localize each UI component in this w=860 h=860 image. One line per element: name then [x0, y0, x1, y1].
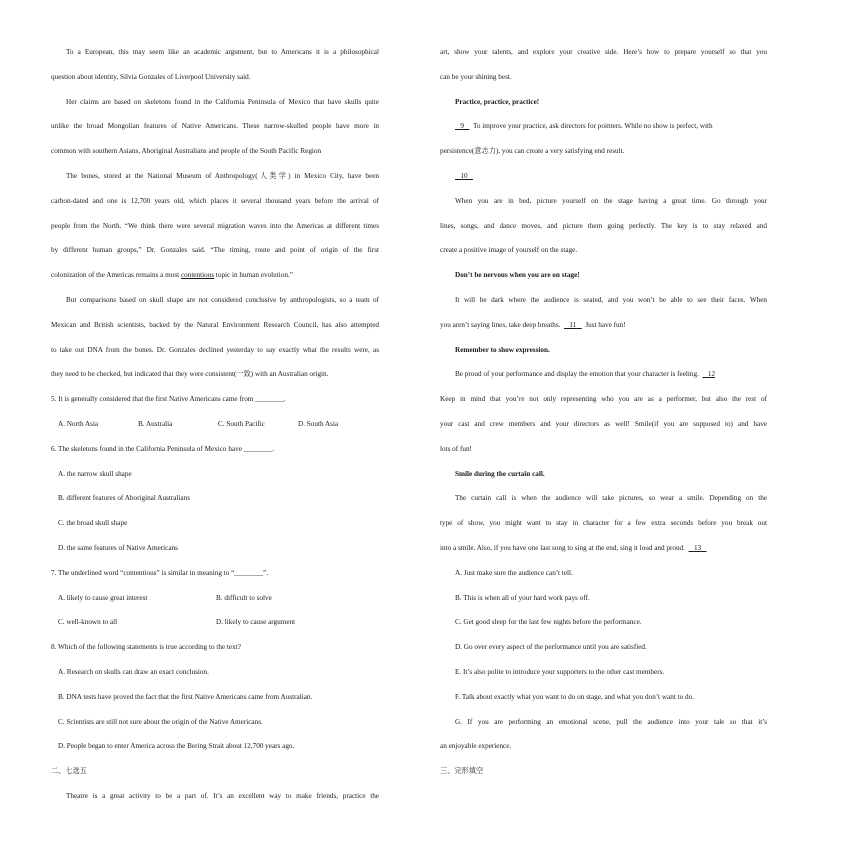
option-c: C. South Pacific	[218, 419, 265, 428]
blank-number: 12	[707, 370, 716, 379]
option-b: B. This is when all of your hard work pays off.	[455, 593, 590, 602]
option-a: A. Research on skulls can draw an exact conclusion.	[58, 667, 209, 676]
blank-number: 10	[460, 171, 468, 180]
option-a: A. the narrow skull shape	[58, 469, 132, 478]
passage-line: Her claims are based on skeletons found in the California Peninsula of Mexico that have skulls quite	[66, 97, 379, 106]
passage-line: persistence(意志力), you can create a very satisfying end result.	[440, 147, 625, 156]
option-d: D. likely to cause argument	[216, 618, 296, 627]
question-options	[51, 610, 379, 635]
option-d: D. the same features of Native Americans	[58, 543, 178, 552]
option-f: F. Talk about exactly what you want to do on stage, and what you don’t want to do.	[455, 692, 694, 701]
option-c: C. Get good sleep for the last few nights before the performance.	[455, 618, 642, 627]
underlined-word: contentious	[180, 271, 215, 280]
blank-number: 11	[569, 320, 577, 329]
passage-line: lots of fun!	[440, 444, 472, 453]
option-g: G. If you are performing an emotional scene, pull the audience into your tale so that it’s	[455, 717, 767, 726]
passage-line: When you are in bed, picture yourself on the stage having a great time. Go through your	[455, 196, 767, 205]
blank-13	[689, 544, 707, 552]
passage-line: to take out DNA from the bones. Dr. Gonzales declined yesterday to say exactly what the results were, as	[51, 345, 379, 354]
passage-line: they need to be checked, but indicated that they were consistent(一致) with an Australian origin.	[51, 370, 329, 379]
passage-line: Mexican and British scientists, backed by the Natural Environment Research Council, has also attempted	[51, 320, 379, 329]
option-a: A. North Asia	[58, 419, 99, 428]
passage-line	[440, 164, 767, 189]
text-run: colonization of the Americas remains a most	[51, 271, 181, 280]
section-title: 二、七选五	[51, 767, 87, 776]
passage-line	[440, 114, 767, 139]
passage-line: Theatre is a great activity to be a part of. It’s an excellent way to make friends, practice the	[66, 791, 379, 800]
passage-line: your cast and crew members and your directors as well! Smile(if you are supposed to) and have	[440, 419, 767, 428]
option-c: C. Scientists are still not sure about the origin of the Native Americans.	[58, 717, 263, 726]
option-b: B. difficult to solve	[216, 593, 272, 602]
question-stem: 6. The skeletons found in the California Peninsula of Mexico have ________.	[51, 444, 275, 453]
option-g-continued: an enjoyable experience.	[440, 742, 512, 751]
text-run: you aren’t saying lines, take deep breaths.	[440, 320, 561, 329]
blank-11	[564, 321, 582, 329]
option-c: C. the broad skull shape	[58, 519, 128, 528]
passage-line: But comparisons based on skull shape are not considered conclusive by anthropologists, so a team of	[66, 295, 379, 304]
blank-12	[703, 370, 716, 378]
text-run: To improve your practice, ask directors for pointers. While no show is perfect, with	[472, 122, 713, 131]
passage-line: question about identity, Silvia Gonzales of Liverpool University said.	[51, 72, 251, 81]
passage-line: It will be dark where the audience is seated, and you won’t be able to see their faces. When	[455, 295, 767, 304]
blank-10	[455, 172, 473, 180]
passage-line	[51, 263, 379, 288]
passage-line: The curtain call is when the audience will take pictures, so wear a smile. Depending on the	[455, 494, 767, 503]
right-column	[440, 40, 767, 784]
subheading: Smile during the curtain call.	[455, 469, 545, 478]
option-d: D. People began to enter America across the Bering Strait about 12,700 years ago.	[58, 742, 295, 751]
passage-line	[440, 313, 767, 338]
passage-line	[440, 362, 767, 387]
option-c: C. well-known to all	[58, 618, 118, 627]
passage-line: The bones, stored at the National Museum of Anthropology(人类学) in Mexico City, have been	[66, 171, 379, 180]
question-stem: 5. It is generally considered that the first Native Americans came from ________.	[51, 395, 286, 404]
passage-line: Keep in mind that you’re not only representing who you are as a performer, but also the rest of	[440, 395, 767, 404]
passage-line: create a positive image of yourself on the stage.	[440, 246, 578, 255]
section-title: 三、完形填空	[440, 767, 484, 776]
subheading: Remember to show expression.	[455, 345, 550, 354]
passage-line: can be your shining best.	[440, 72, 512, 81]
blank-number: 13	[693, 543, 702, 552]
question-options	[51, 586, 379, 611]
option-b: B. Australia	[138, 419, 173, 428]
passage-line: people from the North. “We think there were several migration waves into the Americas at different times	[51, 221, 379, 230]
option-a: A. Just make sure the audience can’t tell.	[455, 568, 573, 577]
text-run: into a smile. Also, if you have one last song to sing at the end, sing it loud and proud.	[440, 543, 685, 552]
passage-line: carbon-dated and one is 12,700 years old, which places it several thousand years before the arrival of	[51, 196, 379, 205]
left-column	[51, 40, 379, 809]
passage-line: by different human groups,” Dr. Gonzales said. “The timing, route and point of origin of the first	[51, 246, 379, 255]
option-b: B. DNA tests have proved the fact that the first Native Americans came from Australian.	[58, 692, 313, 701]
option-b: B. different features of Aboriginal Australians	[58, 494, 191, 503]
passage-line: type of show, you might want to stay in character for a few extra seconds before you break out	[440, 519, 767, 528]
subheading: Don’t be nervous when you are on stage!	[455, 271, 580, 280]
passage-line: To a European, this may seem like an academic argument, but to Americans it is a philosophical	[66, 48, 379, 56]
passage-line: common with southern Asians, Aboriginal Australians and people of the South Pacific Region	[51, 147, 322, 156]
question-options	[51, 412, 379, 437]
passage-line: art, show your talents, and explore your creative side. Here’s how to prepare yourself so that you	[440, 48, 767, 56]
subheading: Practice, practice, practice!	[455, 97, 540, 106]
passage-line: unlike the broad Mongolian features of Native Americans. These narrow-skulled people have more in	[51, 122, 379, 131]
passage-line: lines, songs, and dance moves, and picture them going perfectly. The key is to stay relaxed and	[440, 221, 767, 230]
option-a: A. likely to cause great interest	[58, 593, 148, 602]
text-run: Just have fun!	[585, 320, 626, 329]
question-stem: 8. Which of the following statements is true according to the text?	[51, 643, 241, 652]
text-run: topic in human evolution.”	[214, 271, 293, 280]
question-stem: 7. The underlined word “contentious” is similar in meaning to “________”.	[51, 568, 269, 577]
passage-line	[440, 536, 767, 561]
option-d: D. South Asia	[298, 419, 339, 428]
option-d: D. Go over every aspect of the performance until you are satisfied.	[455, 643, 647, 652]
blank-9	[455, 122, 469, 130]
text-run: Be proud of your performance and display the emotion that your character is feeling.	[455, 370, 699, 379]
option-e: E. It’s also polite to introduce your supporters to the other cast members.	[455, 667, 665, 676]
blank-number: 9	[460, 122, 464, 131]
